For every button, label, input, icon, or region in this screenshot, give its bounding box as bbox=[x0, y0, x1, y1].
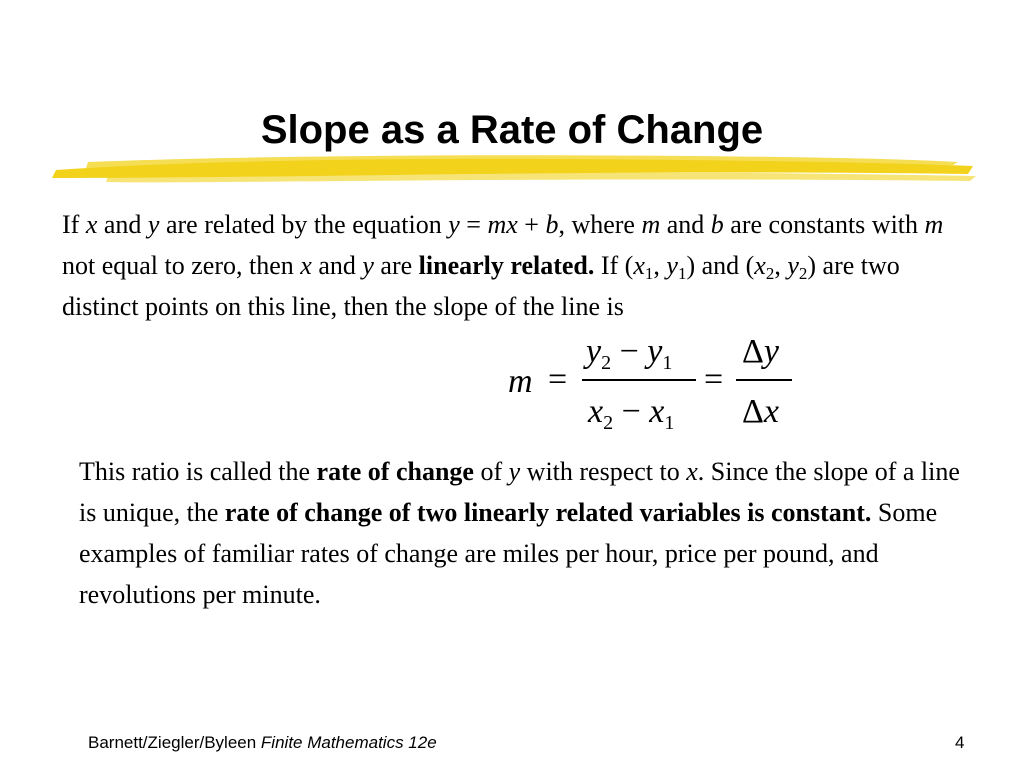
book-title: Finite Mathematics 12e bbox=[260, 733, 437, 752]
formula-equals: = bbox=[704, 361, 724, 398]
fraction-bar bbox=[736, 379, 792, 381]
slope-formula bbox=[506, 333, 796, 433]
formula-numerator: $y_2 - y_1$ bbox=[586, 333, 673, 374]
formula-denominator: $x_2 - x_1$ bbox=[588, 393, 675, 434]
formula-equals: = bbox=[548, 361, 568, 398]
definition-paragraph: If x and y are related by the equation y = mx + b, where m and b are constants with m not equal to zero, then x and y are linearly related. If ($x_1$, $y_1$) and ($x_2$, $y_2$) are two distinct points on this line, then the slope of the line is bbox=[62, 210, 944, 321]
term-linearly-related: linearly related. bbox=[418, 251, 595, 280]
footer-credit: Barnett/Ziegler/Byleen Finite Mathematics 12e bbox=[88, 733, 437, 752]
fraction-bar bbox=[582, 379, 696, 381]
key-statement: rate of change of two linearly related variables is constant. bbox=[224, 498, 872, 527]
slide-title: Slope as a Rate of Change bbox=[260, 108, 764, 152]
formula-m: m bbox=[508, 363, 533, 400]
rate-of-change-paragraph: This ratio is called the rate of change of y with respect to x. Since the slope of a line is unique, the rate of change of two linearly related variables is constant. Some examples of familiar rates of change are miles per hour, price per pound, and revolutions per minute. bbox=[79, 457, 960, 609]
page-number: 4 bbox=[955, 733, 965, 752]
term-rate-of-change: rate of change bbox=[316, 457, 474, 486]
delta-y: Δy bbox=[742, 333, 779, 370]
delta-x: Δx bbox=[742, 393, 779, 430]
